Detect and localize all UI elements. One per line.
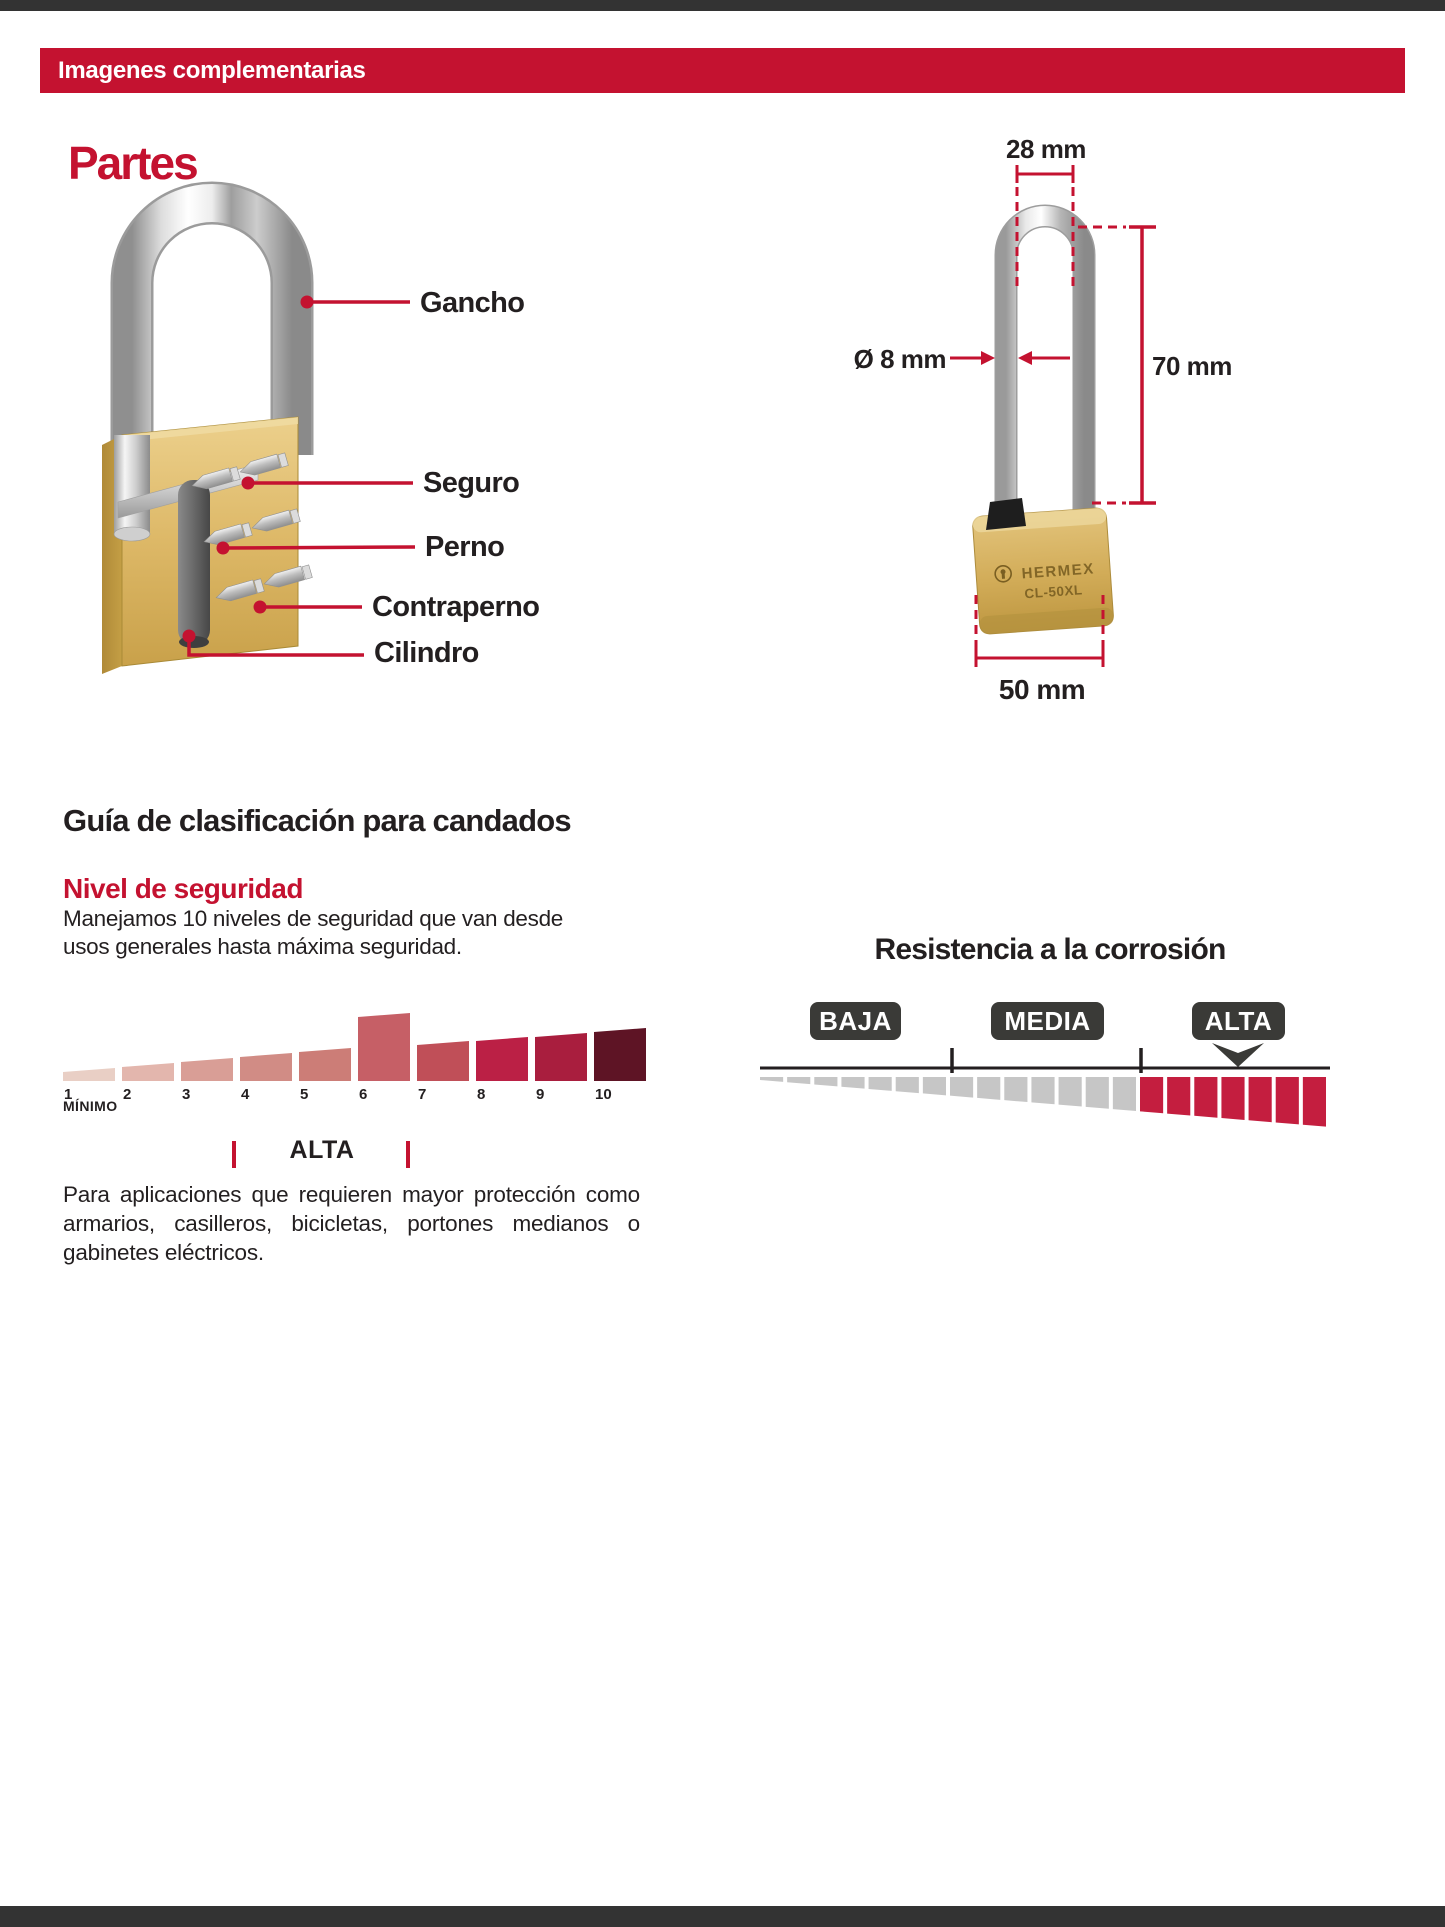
security-level-tick-label: 6: [359, 1086, 368, 1103]
corrosion-segment-red: [1194, 1077, 1217, 1118]
security-level-bar: [122, 1063, 174, 1081]
dimension-shackle-diameter: Ø 8 mm: [853, 344, 946, 374]
security-level-chart: [55, 1005, 655, 1115]
section-header-title: Imagenes complementarias: [58, 56, 366, 84]
corrosion-segment-red: [1249, 1077, 1272, 1122]
corrosion-segment-gray: [896, 1077, 919, 1093]
part-label-gancho: Gancho: [420, 287, 525, 319]
security-level-bar: [181, 1058, 233, 1081]
part-label-seguro: Seguro: [423, 467, 520, 499]
corrosion-segment-gray: [1113, 1077, 1136, 1111]
security-level-bar: [299, 1048, 351, 1081]
bottom-border-bar: [0, 1906, 1445, 1927]
security-level-intro: Manejamos 10 niveles de seguridad que van desde usos generales hasta máxima seguridad.: [63, 906, 563, 959]
security-level-bar: [240, 1053, 292, 1081]
corrosion-segment-red: [1303, 1077, 1326, 1127]
top-border-bar: [0, 0, 1445, 11]
corrosion-segment-gray: [977, 1077, 1000, 1100]
corrosion-segment-gray: [1086, 1077, 1109, 1109]
corrosion-segment-red: [1221, 1077, 1244, 1120]
body-model-text: CL-50XL: [1023, 582, 1084, 602]
security-level-heading: Nivel de seguridad: [63, 873, 303, 904]
corrosion-segment-gray: [869, 1077, 892, 1091]
security-level-tick-label: 10: [595, 1086, 612, 1103]
corrosion-badge-alta: ALTA: [1192, 1002, 1285, 1040]
corrosion-segment-gray: [841, 1077, 864, 1089]
selected-level-label: ALTA: [289, 1136, 355, 1164]
corrosion-badge-baja: BAJA: [810, 1002, 901, 1040]
guide-title: Guía de clasificación para candados: [63, 803, 571, 838]
minimum-label: MÍNIMO: [63, 1098, 118, 1114]
security-level-tick-label: 7: [418, 1086, 427, 1103]
security-level-tick-label: 5: [300, 1086, 309, 1103]
corrosion-segment-gray: [1059, 1077, 1082, 1107]
corrosion-segment-gray: [1004, 1077, 1027, 1102]
corrosion-segment-red: [1167, 1077, 1190, 1115]
part-label-cilindro: Cilindro: [374, 637, 479, 669]
corrosion-badge-media: MEDIA: [991, 1002, 1104, 1040]
corrosion-scale: [755, 1040, 1340, 1135]
security-level-bar: [358, 1013, 410, 1081]
partes-title: Partes: [68, 137, 197, 189]
dimension-shackle-height: 70 mm: [1152, 351, 1232, 381]
arrow-left-icon: [1018, 351, 1032, 365]
arrow-right-icon: [981, 351, 995, 365]
corrosion-title: Resistencia a la corrosión: [874, 933, 1226, 966]
corrosion-segment-red: [1276, 1077, 1299, 1124]
part-label-contraperno: Contraperno: [372, 591, 540, 623]
selected-arrow-icon: [1212, 1043, 1264, 1067]
security-level-tick-label: 8: [477, 1086, 486, 1103]
alta-bracket-left-tick: [232, 1141, 236, 1168]
security-level-bar: [535, 1033, 587, 1081]
security-level-tick-label: 4: [241, 1086, 250, 1103]
alta-bracket-right-tick: [406, 1141, 410, 1168]
security-level-tick-label: 3: [182, 1086, 191, 1103]
security-level-bar: [63, 1068, 115, 1081]
dimension-top-width: 28 mm: [1006, 134, 1086, 164]
section-header: [40, 48, 1405, 93]
body-brand-text: HERMEX: [1021, 560, 1096, 583]
corrosion-segment-gray: [1031, 1077, 1054, 1104]
security-level-bar: [594, 1028, 646, 1081]
corrosion-segment-gray: [923, 1077, 946, 1095]
security-level-bar: [476, 1037, 528, 1081]
corrosion-segment-gray: [760, 1077, 783, 1082]
corrosion-segment-gray: [787, 1077, 810, 1084]
security-usage-text: Para aplicaciones que requieren mayor protección como armarios, casilleros, bicicletas, portones medianos o gabinetes eléctricos.: [63, 1182, 640, 1265]
dimension-body-width: 50 mm: [998, 674, 1086, 705]
corrosion-segment-red: [1140, 1077, 1163, 1113]
corrosion-segment-gray: [950, 1077, 973, 1098]
security-level-bar: [417, 1041, 469, 1081]
dimension-annotations: [850, 95, 1270, 725]
part-label-perno: Perno: [425, 531, 505, 563]
security-level-tick-label: 2: [123, 1086, 132, 1103]
security-level-tick-label: 1: [64, 1086, 73, 1103]
part-leader-lines: [80, 150, 420, 670]
security-level-tick-label: 9: [536, 1086, 545, 1103]
corrosion-segment-gray: [814, 1077, 837, 1086]
